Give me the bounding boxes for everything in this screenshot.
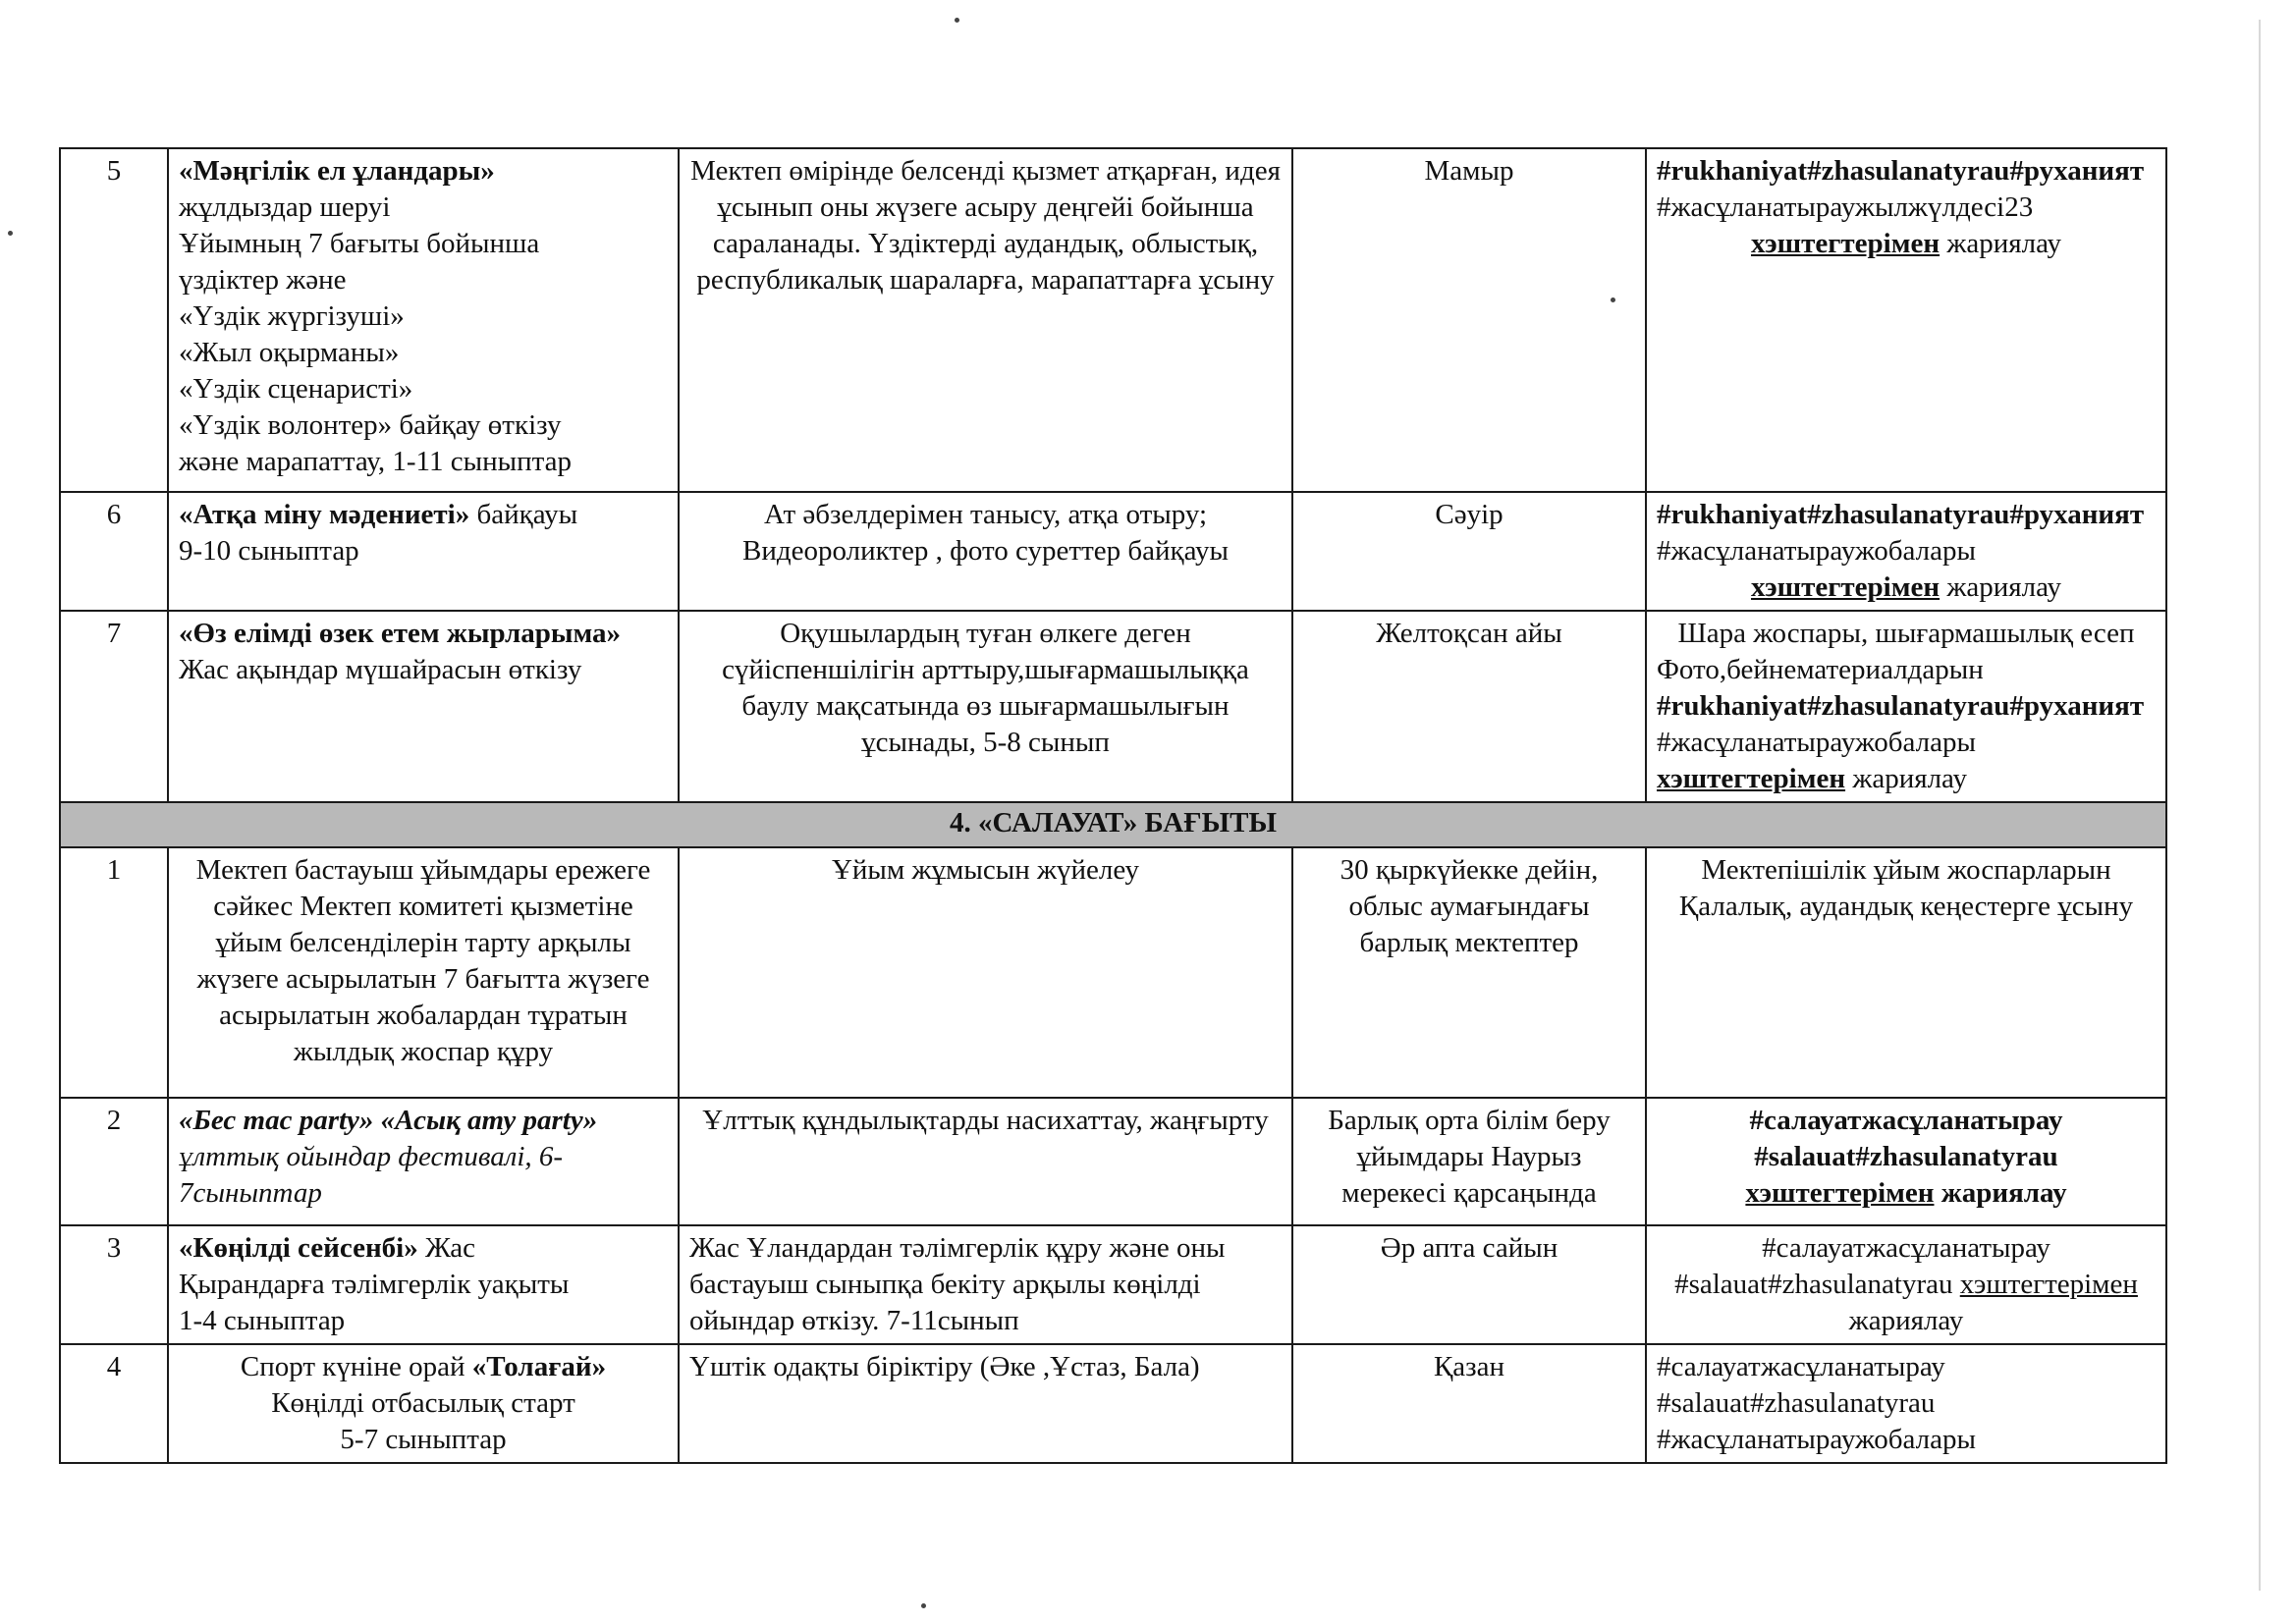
event-line: жұлдыздар шеруі	[179, 191, 391, 223]
hashtag-line: #салауатжасұланатырау	[1762, 1232, 2050, 1264]
result-cell	[1646, 611, 2166, 802]
event-title-suffix: Жас	[417, 1232, 475, 1264]
event-title-line	[179, 497, 668, 533]
event-line: 1-4 сыныптар	[179, 1305, 346, 1336]
event-title-line	[179, 1230, 668, 1267]
page-edge-shadow	[2259, 20, 2261, 1591]
event-cell	[168, 1344, 679, 1463]
event-cell	[168, 611, 679, 802]
result-cell	[1646, 1225, 2166, 1344]
publish-label: хэштегтерімен	[1657, 763, 1846, 794]
row-number: 3	[60, 1225, 168, 1344]
result-cell	[1646, 148, 2166, 492]
event-line: Көңілді отбасылық старт	[271, 1387, 575, 1419]
row-number: 6	[60, 492, 168, 611]
publish-suffix: жариялау	[1940, 228, 2061, 259]
scan-speck	[8, 231, 13, 236]
timing-cell: Сәуір	[1292, 492, 1646, 611]
description-cell: Жас Ұландардан тәлімгерлік құру және оны бастауыш сыныпқа бекіту арқылы көңілді ойындар өткізу. 7-11сынып	[679, 1225, 1292, 1344]
row-number: 7	[60, 611, 168, 802]
section-title: 4. «САЛАУАТ» БАҒЫТЫ	[60, 802, 2166, 847]
event-line: ұлттық ойындар фестивалі, 6-7сыныптар	[179, 1141, 564, 1209]
row-number: 5	[60, 148, 168, 492]
hashtag-bold: #rukhaniyat#zhasulanatyrau#руханият	[1657, 155, 2145, 187]
event-prefix: Спорт күніне орай	[240, 1351, 472, 1382]
row-number: 1	[60, 847, 168, 1098]
event-title: «Атқа міну мәдениеті»	[179, 499, 470, 530]
table-row	[60, 847, 2166, 1098]
timing-cell: Қазан	[1292, 1344, 1646, 1463]
plan-table	[59, 147, 2167, 1464]
hashtag-line: #salauat#zhasulanatyrau	[1657, 1387, 1936, 1419]
event-title: «Толағай»	[471, 1351, 607, 1382]
description-cell: Үштік одақты біріктіру (Әке ,Ұстаз, Бала)	[679, 1344, 1292, 1463]
timing-cell: Әр апта сайын	[1292, 1225, 1646, 1344]
publish-line	[1657, 1175, 2156, 1212]
scan-speck	[921, 1603, 926, 1608]
event-cell	[168, 1098, 679, 1225]
table-row	[60, 611, 2166, 802]
result-cell	[1646, 1344, 2166, 1463]
result-line: Шара жоспары, шығармашылық есеп	[1677, 618, 2135, 649]
publish-line	[1657, 1267, 2156, 1303]
publish-line	[1657, 761, 2156, 797]
timing-cell: Желтоқсан айы	[1292, 611, 1646, 802]
event-line: үздіктер және	[179, 264, 347, 296]
timing-cell: Мамыр	[1292, 148, 1646, 492]
description-cell: Мектеп өмірінде белсенді қызмет атқарған, идея ұсынып оны жүзеге асыру деңгейі бойынша сараланады. Үздіктерді аудандық, облыстық, республикалық шараларға, марапаттарға ұсыну	[679, 148, 1292, 492]
publish-suffix: жариялау	[1934, 1177, 2067, 1209]
event-cell	[168, 492, 679, 611]
timing-cell: 30 қыркүйекке дейін, облыс аумағындағы барлық мектептер	[1292, 847, 1646, 1098]
event-cell	[168, 148, 679, 492]
event-title: «Көңілді сейсенбі»	[179, 1232, 418, 1264]
publish-label: хэштегтерімен	[1751, 228, 1941, 259]
event-title-line	[179, 1349, 668, 1385]
event-line: «Жыл оқырманы»	[179, 337, 400, 368]
table-row	[60, 1225, 2166, 1344]
section-header-row	[60, 802, 2166, 847]
publish-suffix: жариялау	[1845, 763, 1967, 794]
description-cell: Ұлттық құндылықтарды насихаттау, жаңғырту	[679, 1098, 1292, 1225]
event-line: 9-10 сыныптар	[179, 535, 359, 567]
table-row	[60, 1098, 2166, 1225]
hashtag-bold: #rukhaniyat#zhasulanatyrau#руханият	[1657, 690, 2145, 722]
publish-suffix: жариялау	[1940, 571, 2061, 603]
hashtag-bold: #rukhaniyat#zhasulanatyrau#руханият	[1657, 499, 2145, 530]
event-title: «Өз елімді өзек етем жырларыма»	[179, 618, 622, 649]
hashtag-plain: #жасұланатыраужобалары	[1657, 727, 1976, 758]
hashtag-plain: #жасұланатыраужобалары	[1657, 535, 1976, 567]
result-cell: Мектепішілік ұйым жоспарларын Қалалық, аудандық кеңестерге ұсыну	[1646, 847, 2166, 1098]
hashtag-line: #salauat#zhasulanatyrau	[1754, 1141, 2058, 1172]
scan-speck	[955, 18, 959, 23]
publish-label: хэштегтерімен	[1745, 1177, 1935, 1209]
event-cell: Мектеп бастауыш ұйымдары ережеге сәйкес Мектеп комитеті қызметіне ұйым белсенділерін тарту арқылы жүзеге асырылатын 7 бағытта жүзеге асырылатын жобалардан тұратын жылдық жоспар құру	[168, 847, 679, 1098]
publish-label: хэштегтерімен	[1751, 571, 1941, 603]
event-title: «Мәңгілік ел ұландары»	[179, 155, 495, 187]
description-cell: Ұйым жұмысын жүйелеу	[679, 847, 1292, 1098]
publish-line	[1657, 569, 2156, 606]
publish-label: хэштегтерімен	[1959, 1269, 2138, 1300]
table-row	[60, 1344, 2166, 1463]
hashtag-line: #salauat#zhasulanatyrau	[1674, 1269, 1953, 1300]
row-number: 4	[60, 1344, 168, 1463]
event-cell	[168, 1225, 679, 1344]
hashtag-plain: #жасұланатыраужылжүлдесі23	[1657, 191, 2034, 223]
hashtag-line: #салауатжасұланатырау	[1657, 1351, 1945, 1382]
timing-cell: Барлық орта білім беру ұйымдары Наурыз мерекесі қарсаңында	[1292, 1098, 1646, 1225]
hashtag-line: #жасұланатыраужобалары	[1657, 1424, 1976, 1455]
event-line: Қырандарға тәлімгерлік уақыты	[179, 1269, 570, 1300]
event-line: «Үздік жүргізуші»	[179, 300, 405, 332]
event-line: және марапаттау, 1-11 сыныптар	[179, 446, 573, 477]
table-row	[60, 148, 2166, 492]
event-line: «Үздік волонтер» байқау өткізу	[179, 409, 562, 441]
result-line: Фото,бейнематериалдарын	[1657, 654, 1984, 685]
publish-line	[1657, 226, 2156, 262]
row-number: 2	[60, 1098, 168, 1225]
description-cell: Ат әбзелдерімен танысу, атқа отыру; Видеороликтер , фото суреттер байқауы	[679, 492, 1292, 611]
event-line: «Үздік сценаристі»	[179, 373, 413, 405]
publish-suffix: жариялау	[1848, 1305, 1964, 1336]
result-cell	[1646, 1098, 2166, 1225]
event-line: 5-7 сыныптар	[340, 1424, 507, 1455]
event-line: Ұйымның 7 бағыты бойынша	[179, 228, 540, 259]
table-row	[60, 492, 2166, 611]
hashtag-line: #салауатжасұланатырау	[1749, 1105, 2063, 1136]
event-title-suffix: байқауы	[469, 499, 578, 530]
event-line: Жас ақындар мүшайрасын өткізу	[179, 654, 582, 685]
description-cell: Оқушылардың туған өлкеге деген сүйіспеншілігін арттыру,шығармашылыққа баулу мақсатында өз шығармашылығын ұсынады, 5-8 сынып	[679, 611, 1292, 802]
event-title: «Бес тас party» «Асық ату party»	[179, 1105, 598, 1136]
result-cell	[1646, 492, 2166, 611]
